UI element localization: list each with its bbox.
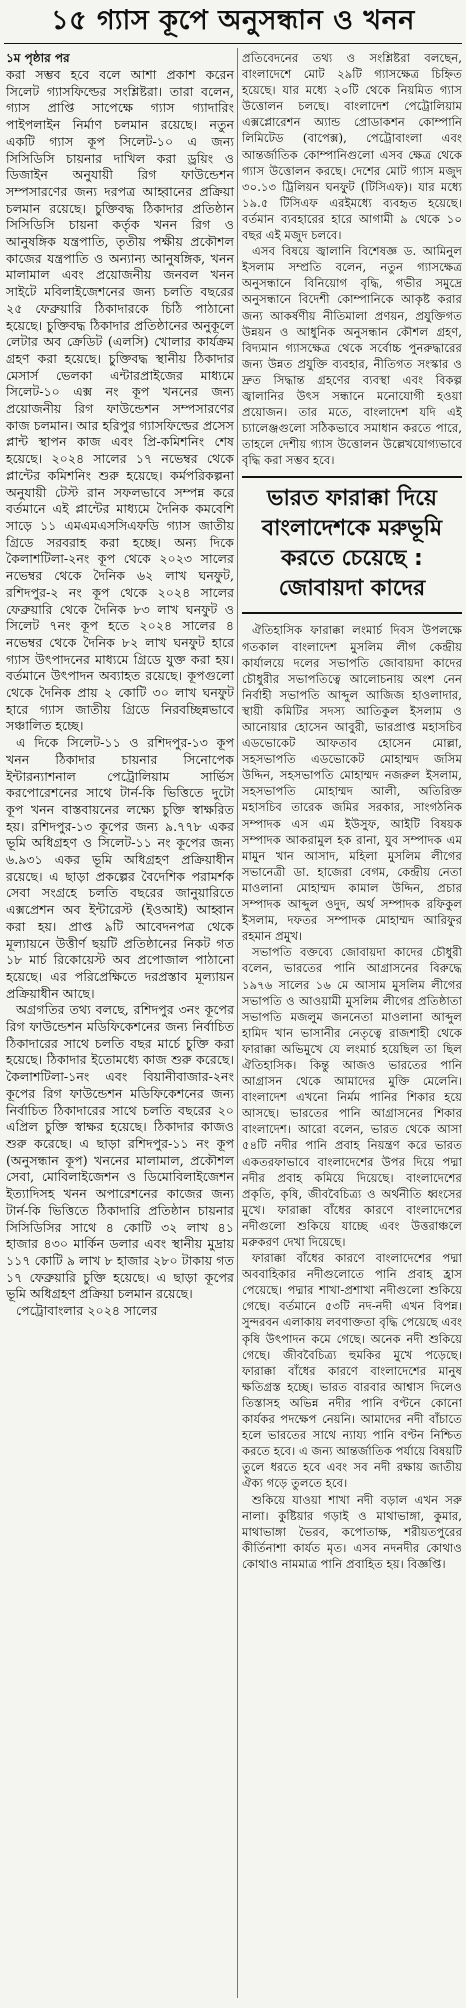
headline-rule	[4, 43, 462, 44]
continued-label: ১ম পৃষ্ঠার পর	[6, 51, 70, 65]
right-column	[242, 50, 462, 1572]
article-paragraph: এ দিকে সিলেট-১১ ও রশিদপুর-১৩ কূপ খনন ঠিকাদার চায়নার সিনোপেক ইন্টারন্যাশনাল পেট্রোলিয়াম সার্ভিস করপোরেশনের সাথে টার্ন-কি ভিত্তিতে দুটো কূপ খনন বাস্তবায়নের লক্ষ্যে চুক্তি স্বাক্ষরিত হয়। রশিদপুর-১৩ কূপের জন্য ৯.৭৭৮ একর ভূমি অধিগ্রহণ ও সিলেট-১১ নং কূপের জন্য ৬.৯৩১ একর ভূমি অধিগ্রহণ প্রক্রিয়াধীন রয়েছে। এ ছাড়া প্রকল্পের বৈদেশিক পরামর্শক সেবা সংগ্রহে চলতি বছরের জানুয়ারিতে এক্সপ্রেশন অব ইন্টারেস্ট (ইওআই) আহ্বান করা হয়। প্রাপ্ত ৯টি আবেদনপত্র থেকে মূল্যায়নে উত্তীর্ণ ছয়টি প্রতিষ্ঠানের নিকট গত ১৮ মার্চ রিকোয়েস্ট অব প্রপোজাল পাঠানো হয়েছে। এর পরিপ্রেক্ষিতে দরপ্রস্তাব মূল্যায়ন প্রক্রিয়াধীন আছে।	[6, 735, 234, 1001]
headline: ১৫ গ্যাস কূপে অনুসন্ধান ও খনন	[51, 5, 415, 36]
article-paragraph: এসব বিষয়ে জ্বালানি বিশেষজ্ঞ ড. আমিনুল ইসলাম সম্প্রতি বলেন, নতুন গ্যাসক্ষেত্র অনুসন্ধানে বিনিয়োগ বৃদ্ধি, গভীর সমুদ্রে অনুসন্ধানে বিদেশী কোম্পানিকে আকৃষ্ট করার জন্য আকর্ষণীয় নীতিমালা প্রণয়ন, প্রযুক্তিগত উন্নয়ন ও আধুনিক অনুসন্ধান কৌশল গ্রহণ, বিদ্যমান গ্যাসক্ষেত্র থেকে সর্বোচ্চ পুনরুদ্ধারের জন্য উন্নত প্রযুক্তি ব্যবহার, নীতিগত সংস্কার ও দ্রুত সিদ্ধান্ত গ্রহণের ব্যবস্থা এবং বিকল্প জ্বালানির উৎস সন্ধানে মনোযোগী হওয়া প্রয়োজন। তার মতে, বাংলাদেশ যদি এই চ্যালেঞ্জগুলো সঠিকভাবে সমাধান করতে পারে, তাহলে দেশীয় গ্যাস উত্তোলন উল্লেখযোগ্যভাবে বৃদ্ধি করা সম্ভব হবে।	[242, 244, 462, 468]
left-column	[6, 50, 234, 1320]
column-divider	[237, 48, 238, 1998]
article-paragraph: অগ্রগতির তথ্য বলছে, রশিদপুর ৩নং কূপের রিগ ফাউন্ডেশন মডিফিকেশনের জন্য নির্বাচিত ঠিকাদারের সাথে চলতি বছর মার্চে চুক্তি করা হয়েছে। ঠিকাদার ইতোমধ্যে কাজ শুরু করেছে। কৈলাশটিলা-১নং এবং বিয়ানীবাজার-২নং কূপের রিগ ফাউন্ডেশন মডিফিকেশনের জন্য নির্বাচিত ঠিকাদারের সাথে চলতি বছরের ২০ এপ্রিল চুক্তি স্বাক্ষর হয়েছে। ঠিকাদার কাজও শুরু করেছে। এ ছাড়া রশিদপুর-১১ নং কূপ (অনুসন্ধান কূপ) খননের মালামাল, প্রকৌশল সেবা, মোবিলাইজেশন ও ডিমোবিলাইজেশন ইত্যাদিসহ খনন অপারেশনের কাজের জন্য টার্ন-কি ভিত্তিতে ঠিকাদারি প্রতিষ্ঠান চায়নার সিসিডিসির সাথে ৪ কোটি ৩২ লাখ ৪১ হাজার ৪৩০ মার্কিন ডলার এবং স্থানীয় মুদ্রায় ১১৭ কোটি ৯ লাখ ৮ হাজার ২৮০ টাকায় গত ১৭ ফেব্রুয়ারি চুক্তি হয়েছে। এ ছাড়া কূপের ভূমি অধিগ্রহণ প্রক্রিয়া চলমান রয়েছে।	[6, 1002, 234, 1302]
article-paragraph: পেট্রোবাংলার ২০২৪ সালের	[16, 1303, 158, 1319]
news-paragraph: সভাপতি বক্তব্যে জোবায়দা কাদের চৌধুরী বলেন, ভারতের পানি আগ্রাসনের বিরুদ্ধে ১৯৭৬ সালের ১৬ মে আসাম মুসলিম লীগের সভাপতি ও আওয়ামী মুসলিম লীগের প্রতিষ্ঠাতা সভাপতি মজলুম জননেতা মাওলানা আব্দুল হামিদ খান ভাসানীর নেতৃত্বে রাজশাহী থেকে ফারাক্কা অভিমুখে যে লংমার্চ হয়েছিল তা ছিল ঐতিহাসিক। কিন্তু আজও ভারতের পানি আগ্রাসন থেকে আমাদের মুক্তি মেলেনি। বাংলাদেশ এখনো নির্মম পানির শিকার হয়ে আসছে। ভারতের পানি আগ্রাসনের শিকার বাংলাদেশ। আরো বলেন, ভারত থেকে আসা ৫৪টি নদীর পানি প্রবাহ নিয়ন্ত্রণ করে ভারত একতরফাভাবে বাংলাদেশের উপর দিয়ে পদ্মা নদীর প্রবাহ কমিয়ে দিয়েছে। বাংলাদেশের প্রকৃতি, কৃষি, জীববৈচিত্র্য ও অর্থনীতি ধ্বংসের মুখে। ফারাক্কা বাঁধের কারণে বাংলাদেশের নদীগুলো শুকিয়ে যাচ্ছে এবং উত্তরাঞ্চলে মরুকরণ দেখা দিয়েছে।	[242, 945, 462, 1249]
article-paragraph: প্রতিবেদনের তথ্য ও সংশ্লিষ্টরা বলছেন, বাংলাদেশে মোট ২৯টি গ্যাসক্ষেত্র চিহ্নিত হয়েছে। যার মধ্যে ২০টি থেকে নিয়মিত গ্যাস উত্তোলন চলছে। বাংলাদেশ পেট্রোলিয়াম এক্সপ্লোরেশন অ্যান্ড প্রোডাকশন কোম্পানি লিমিটেড (বাপেক্স), পেট্রোবাংলা এবং আন্তর্জাতিক কোম্পানিগুলো এসব ক্ষেত্র থেকে গ্যাস উত্তোলন করছে। দেশের মোট গ্যাস মজুদ ৩০.১৩ ট্রিলিয়ন ঘনফুট (টিসিএফ)। যার মধ্যে ১৯.৫ টিসিএফ এরইমধ্যে ব্যবহৃত হয়েছে। বর্তমান ব্যবহারের হারে আগামী ৯ থেকে ১০ বছর এই মজুদ চলবে।	[242, 51, 462, 243]
news-headline: ভারত ফারাক্কা দিয়ে বাংলাদেশকে মরুভূমি করতে চেয়েছে : জোবায়দা কাদের	[261, 486, 443, 602]
news-paragraph: শুকিয়ে যাওয়া শাখা নদী বড়াল এখন সরু নালা। কুষ্টিয়ার গড়াই ও মাথাভাঙ্গা, কুমার, মাথাভাঙ্গা ভৈরব, কপোতাক্ষ, শরীয়তপুরের কীর্তিনাশা কার্যত মৃত। এসব নদনদীর কোথাও কোথাও নামমাত্র পানি প্রবাহিত হয়। বিজ্ঞপ্তি।	[242, 1492, 462, 1571]
news-paragraph: ফারাক্কা বাঁধের কারণে বাংলাদেশের পদ্মা অববাহিকার নদীগুলোতে পানি প্রবাহ হ্রাস পেয়েছে। পদ্মার শাখা-প্রশাখা নদীগুলো শুকিয়ে গেছে। বর্তমানে ৫৩টি নদ-নদী এখন বিপন্ন। সুন্দরবন এলাকায় লবণাক্ততা বৃদ্ধি পেয়েছে এবং কৃষি উৎপাদন কমে গেছে। অনেক নদী শুকিয়ে গেছে। জীববৈচিত্র্য হুমকির মুখে পড়েছে। ফারাক্কা বাঁধের কারণে বাংলাদেশের মানুষ ক্ষতিগ্রস্ত হচ্ছে। ভারত বারবার আশ্বাস দিলেও তিস্তাসহ অভিন্ন নদীর পানি বণ্টনে কোনো কার্যকর পদক্ষেপ নেয়নি। আমাদের নদী বাঁচাতে হলে ভারতের সাথে ন্যায্য পানি বণ্টন নিশ্চিত করতে হবে। এ জন্য আন্তর্জাতিক পর্যায়ে বিষয়টি তুলে ধরতে হবে এবং সব নদী রক্ষায় জাতীয় ঐক্য গড়ে তুলতে হবে।	[242, 1251, 462, 1491]
news-paragraph: ঐতিহাসিক ফারাক্কা লংমার্চ দিবস উপলক্ষে গতকাল বাংলাদেশ মুসলিম লীগ কেন্দ্রীয় কার্যালয়ে দলের সভাপতি জোবায়দা কাদের চৌধুরীর সভাপতিত্বে আলোচনায় অংশ নেন নির্বাহী সভাপতি আব্দুল আজিজ হাওলাদার, স্থায়ী কমিটির সদস্য আতিকুল ইসলাম ও আনোয়ার হোসেন আবুরী, ভারপ্রাপ্ত মহাসচিব এডভোকেট আফতাব হোসেন মোল্লা, সহসভাপতি এডভোকেট মোহাম্মদ জসিম উদ্দিন, সহসভাপতি মোহাম্মদ নজরুল ইসলাম, সহসভাপতি মোহাম্মদ আলী, অতিরিক্ত মহাসচিব তারেক জমির সরকার, সাংগঠনিক সম্পাদক এস এম ইউসুফ, আইটি বিষয়ক সম্পাদক আকরামুল হক রানা, যুব সম্পাদক এম মামুন খান আসাদ, মহিলা মুসলিম লীগের সভানেত্রী ডা. হাজেরা বেগম, কেন্দ্রীয় নেতা মাওলানা মোহাম্মদ কামাল উদ্দিন, প্রচার সম্পাদক আব্দুল ওদুদ, অর্থ সম্পাদক রফিকুল ইসলাম, দফতর সম্পাদক মোহাম্মদ আরিফুর রহমান প্রমুখ।	[242, 623, 462, 944]
news-headline-box	[242, 476, 462, 614]
article-paragraph: করা সম্ভব হবে বলে আশা প্রকাশ করেন সিলেট গ্যাসফিল্ডের সংশ্লিষ্টরা। তারা বলেন, গ্যাস প্রাপ্তি সাপেক্ষে গ্যাস গ্যাদারিং পাইপলাইন নির্মাণ চলমান রয়েছে। নতুন একটি গ্যাস কূপ সিলেট-১০ এ জন্য সিসিডিসি চায়নার দাখিল করা ড্রয়িং ও ডিজাইন অনুযায়ী রিগ ফাউন্ডেশন সম্পসারণের জন্য দরপত্র আহ্বানের প্রক্রিয়া চলমান রয়েছে। চুক্তিবদ্ধ ঠিকাদার প্রতিষ্ঠান সিসিডিসি চায়না কর্তৃক খনন রিগ ও আনুষঙ্গিক যন্ত্রপাতি, তৃতীয় পক্ষীয় প্রকৌশল কাজের যন্ত্রপাতি ও অন্যান্য আনুষঙ্গিক, খনন মালামাল এবং প্রয়োজনীয় জনবল খনন সাইটে মবিলাইজেশনের জন্য চলতি বছরের ২৫ ফেব্রুয়ারি ঠিকাদারকে চিঠি পাঠানো হয়েছে। চুক্তিবদ্ধ ঠিকাদার প্রতিষ্ঠানের অনুকূলে লেটার অব ক্রেডিট (এলসি) খোলার কার্যক্রম গ্রহণ করা হয়েছে। চুক্তিবদ্ধ স্থানীয় ঠিকাদার মেসার্স ভেলকা এন্টারপ্রাইজের মাধ্যমে সিলেট-১০ এক্স নং কূপ খননের জন্য প্রয়োজনীয় রিগ ফাউন্ডেশন সম্পসারণের কাজ চলমান। আর হরিপুর গ্যাসফিল্ডের প্রসেস প্লান্ট স্থাপন কাজ এবং প্রি-কমিশনিং শেষ হয়েছে। ২০২৪ সালের ১৭ নভেম্বর থেকে প্লান্টের কমিশনিং শুরু হয়েছে। কর্মপরিকল্পনা অনুযায়ী টেস্ট রান সফলভাবে সম্পন্ন করে বর্তমানে এই প্লান্টের মাধ্যমে দৈনিক কমবেশি সাড়ে ১১ এমএমএসসিএফডি গ্যাস জাতীয় গ্রিডে সরবরাহ করা হচ্ছে। অন্য দিকে কৈলাশটিলা-২নং কূপ থেকে ২০২৩ সালের নভেম্বর থেকে দৈনিক ৬২ লাখ ঘনফুট, রশিদপুর-২ নং কূপ থেকে ২০২৪ সালের ফেব্রুয়ারি থেকে দৈনিক ৮৩ লাখ ঘনফুট ও সিলেট ৭নং কূপ হতে ২০২৪ সালের ৪ নভেম্বর থেকে দৈনিক ৮২ লাখ ঘনফুট হারে গ্যাস উৎপাদনের মাধ্যমে গ্রিডে যুক্ত করা হয়। বর্তমানে উৎপাদন অব্যাহত রয়েছে। কূপগুলো থেকে দৈনিক প্রায় ২ কোটি ৩০ লাখ ঘনফুট হারে গ্যাস জাতীয় গ্রিডে নিরবচ্ছিন্নভাবে সঞ্চালিত হচ্ছে।	[6, 67, 234, 734]
